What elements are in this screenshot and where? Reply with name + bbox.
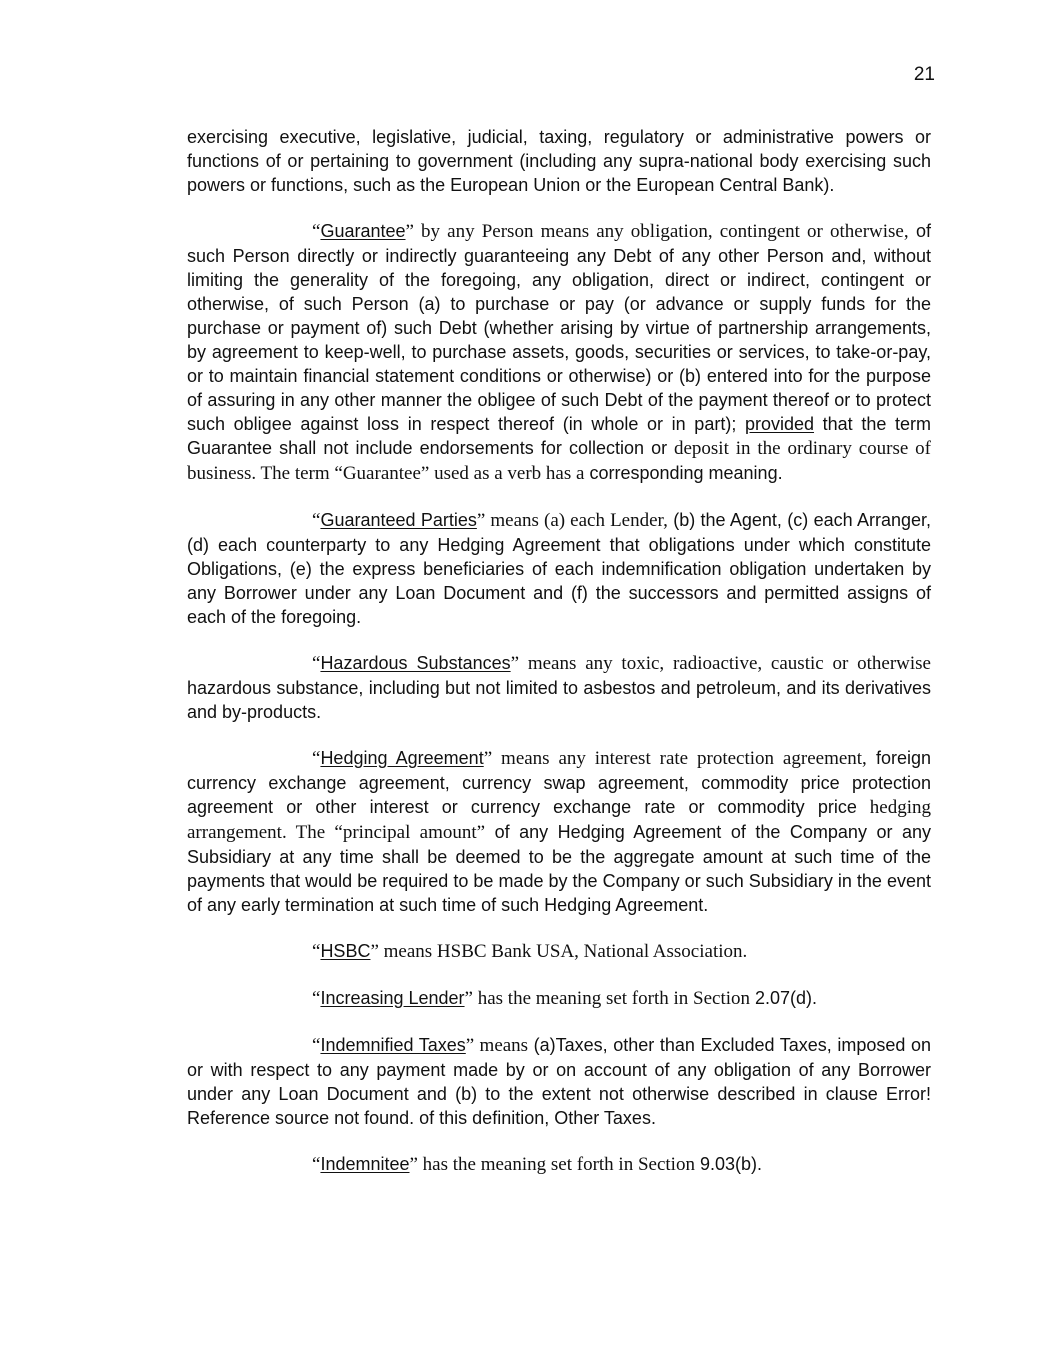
defined-term-indemnified-taxes: Indemnified Taxes xyxy=(320,1035,466,1055)
definition-hazardous-substances xyxy=(187,651,931,724)
definition-guaranteed-parties xyxy=(187,508,931,629)
defined-term-hsbc: HSBC xyxy=(320,941,371,961)
definition-serif-text: hedging arrangement. The “principal amount” xyxy=(187,797,931,843)
definition-serif-text: deposit in the ordinary course of business. The term “Guarantee” used as a verb has a xyxy=(187,438,931,484)
defined-term-indemnitee: Indemnitee xyxy=(320,1154,410,1174)
definition-body: (b) the Agent, (c) each Arranger, (d) each counterparty to any Hedging Agreement that obligations under which constitute Obligations, (e) the express beneficiaries of each indemnification obligation undertaken by any Borrower under any Loan Document and (f) the successors and permitted assigns of each of the foregoing. xyxy=(187,510,932,627)
quote-mark: “ xyxy=(312,221,321,242)
defined-term-hedging-agreement: Hedging Agreement xyxy=(320,748,484,768)
definition-hedging-agreement xyxy=(187,746,931,917)
paragraph-government-continuation: exercising executive, legislative, judicial, taxing, regulatory or administrative powers or functions of or pertaining to government (including any supra-national body exercising such powers or functions, such as the European Union or the European Central Bank). xyxy=(187,127,931,195)
quote-mark: “ xyxy=(312,1035,321,1056)
quote-mark: “ xyxy=(312,653,321,674)
definition-body: hazardous substance, including but not limited to asbestos and petroleum, and its derivatives and by-products. xyxy=(187,678,931,722)
definition-lead: ” means xyxy=(465,1035,529,1056)
definition-body-cont: of any Hedging Agreement of the Company or any Subsidiary at any time shall be deemed to be the aggregate amount at such time of the payments that would be required to be made by the Company or such Subsidiary in the event of any early termination at such time of such Hedging Agreement. xyxy=(187,822,932,915)
definition-lead: ” has the meaning set forth in Section xyxy=(464,988,751,1009)
definition-lead: ” means any interest rate protection agreement, xyxy=(483,748,867,769)
definition-guarantee xyxy=(187,219,931,486)
definition-indemnitee xyxy=(187,1152,931,1177)
definition-lead: ” means (a) each Lender, xyxy=(476,510,668,531)
quote-mark: “ xyxy=(312,988,321,1009)
defined-term-increasing-lender: Increasing Lender xyxy=(320,988,465,1008)
definition-body: of such Person directly or indirectly guaranteeing any Debt of any other Person and, without limiting the generality of the foregoing, any obligation, direct or indirect, contingent or otherwise, of such Person (a) to purchase or pay (or advance or supply funds for the purchase or payment of) such Debt (whether arising by virtue of partnership arrangements, by agreement to keep-well, to purchase assets, goods, securities or services, to take-or-pay, or to maintain financial statement conditions or otherwise) or (b) entered into for the purpose of assuring in any other manner the obligee of such Debt of the payment thereof or to protect such obligee against loss in respect thereof (in whole or in part); xyxy=(187,221,931,434)
defined-term-guarantee: Guarantee xyxy=(320,221,406,241)
document-body xyxy=(187,125,931,1199)
defined-term-guaranteed-parties: Guaranteed Parties xyxy=(320,510,477,530)
quote-mark: “ xyxy=(312,510,321,531)
definition-indemnified-taxes xyxy=(187,1033,931,1130)
quote-mark: “ xyxy=(312,1154,321,1175)
provided-term: provided xyxy=(744,414,815,434)
definition-increasing-lender xyxy=(187,986,931,1011)
defined-term-hazardous-substances: Hazardous Substances xyxy=(320,653,511,673)
definition-lead: ” by any Person means any obligation, contingent or otherwise, xyxy=(405,221,909,242)
definition-hsbc xyxy=(187,939,931,964)
definition-lead: ” means HSBC Bank USA, National Association. xyxy=(370,941,748,962)
definition-body-cont: that the term Guarantee shall not include endorsements for collection or xyxy=(187,414,931,458)
definition-body: 2.07(d). xyxy=(750,988,818,1008)
definition-end: corresponding meaning. xyxy=(584,463,783,483)
page-number: 21 xyxy=(913,64,935,85)
quote-mark: “ xyxy=(312,748,321,769)
definition-lead: ” has the meaning set forth in Section xyxy=(409,1154,695,1175)
definition-body: foreign currency exchange agreement, currency swap agreement, commodity price protection agreement or other interest or currency exchange rate or commodity price xyxy=(187,748,932,817)
definition-lead: ” means any toxic, radioactive, caustic or otherwise xyxy=(510,653,931,674)
definition-body: 9.03(b). xyxy=(694,1154,763,1174)
definition-body: (a)Taxes, other than Excluded Taxes, imposed on or with respect to any payment made by or on account of any obligation of any Borrower under any Loan Document and (b) to the extent not otherwise described in clause Error! Reference source not found. of this definition, Other Taxes. xyxy=(187,1035,931,1128)
quote-mark: “ xyxy=(312,941,321,962)
